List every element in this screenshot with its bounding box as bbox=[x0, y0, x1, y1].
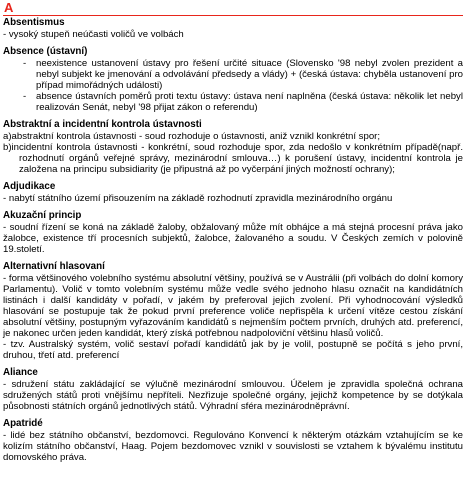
term-apatride bbox=[3, 418, 463, 463]
term-definition: - tzv. Australský systém, volič sestaví pořadí kandidátů jak by je volil, postupně se počítá s jeho první, druhou, třetí atd. preferencí bbox=[3, 339, 463, 361]
term-title: Akuzační princip bbox=[3, 210, 82, 221]
term-definition: b)incidentní kontrola ústavnosti - konkrétní, soud rozhoduje spor, zda nedošlo v konkrétním případě(např. rozhodnutí orgánů veřejné správy, mezinárodní smlouva…) k porušení ústavy, incidentní kontrola je založena na principu subsidiarity (je připustná až po vyčerpání jiných možností ochrany); bbox=[3, 142, 463, 175]
term-title: Adjudikace bbox=[3, 181, 56, 192]
term-alternativni-hlasovani bbox=[3, 261, 463, 361]
term-definition: - lidé bez státního občanství, bezdomovci. Regulováno Konvencí k některým otázkám vztahujícím se ke kolizím státního občanství, Haag. Pojem bezdomovec vznikl v souvislosti se vztahem k bývalému institutu domovského práva. bbox=[3, 430, 463, 463]
term-definition: - forma většinového volebního systému absolutní většiny, používá se v Austrálii (při volbách do dolní komory Parlamentu). Volič v tomto volebním systému může vedle svého jednoho hlasu označit na kandidátních listinách i další kandidáty v pořadí, v jakém by preferoval jejich zvolení. Při vyhodnocování výsledků hlasování se postupuje tak že pokud první preference voliče nepřispěla k určení vítěze cestou získání absolutní většiny, postupným vyřazováním kandidátů s nejmenším počtem prvních, druhých atd. preferencí, je nakonec určen jeden kandidát, který získá potřebnou nadpoloviční většinu hlasů voličů. bbox=[3, 273, 463, 339]
bullet-list bbox=[3, 58, 463, 113]
term-title: Alternativní hlasovaní bbox=[3, 261, 105, 272]
term-abstraktni-kontrola bbox=[3, 119, 463, 175]
term-akuzacni-princip bbox=[3, 210, 463, 255]
term-title: Abstraktní a incidentní kontrola ústavnosti bbox=[3, 119, 202, 130]
term-title: Absentismus bbox=[3, 17, 65, 28]
term-definition: - vysoký stupeň neúčasti voličů ve volbách bbox=[3, 29, 184, 40]
term-definition: - nabytí státního území přisouzením na základě rozhodnutí zpravidla mezinárodního orgánu bbox=[3, 193, 393, 204]
section-letter: A bbox=[3, 1, 463, 16]
term-title: Apatridé bbox=[3, 418, 43, 429]
bullet-item: - absence ústavních poměrů proti textu ústavy: ústava není naplněna (česká ústava: několik let nebyl realizován Senát, nebyl '98 přijat zákon o referendu) bbox=[3, 91, 463, 113]
term-definition: - sdružení státu zakládající se výlučně mezinárodní smlouvou. Účelem je zpravidla společná ochrana sdružených států proti vnějšímu nepříteli. Nezřizuje společné orgány, jejichž kompetence by se dotýkala působnosti státních orgánů jednotlivých států. Výhradní sféra mezinárodněprávní. bbox=[3, 379, 463, 412]
term-absence bbox=[3, 46, 463, 113]
term-aliance bbox=[3, 367, 463, 412]
bullet-item: - neexistence ustanovení ústavy pro řešení určité situace (Slovensko '98 nebyl zvolen prezident a nebyl subjekt ke jmenování a odvolávání předsedy a vlády) + (česká ústava: chyběla ustanovení pro případ mimořádných události) bbox=[3, 58, 463, 91]
term-adjudikace bbox=[3, 181, 463, 204]
term-title: Aliance bbox=[3, 367, 38, 378]
term-definition: a)abstraktní kontrola ústavnosti - soud rozhoduje o ústavnosti, aniž vznikl konkrétní spor; bbox=[3, 131, 381, 142]
term-definition: - soudní řízení se koná na základě žaloby, obžalovaný může mít obhájce a má stejná procesní práva jako žalobce, existence tří procesních subjektů, žalobce, žalovaného a soudu. V Českých zemích v polovině 19.století. bbox=[3, 222, 463, 255]
term-absentismus bbox=[3, 17, 463, 40]
term-title: Absence (ústavní) bbox=[3, 46, 88, 57]
